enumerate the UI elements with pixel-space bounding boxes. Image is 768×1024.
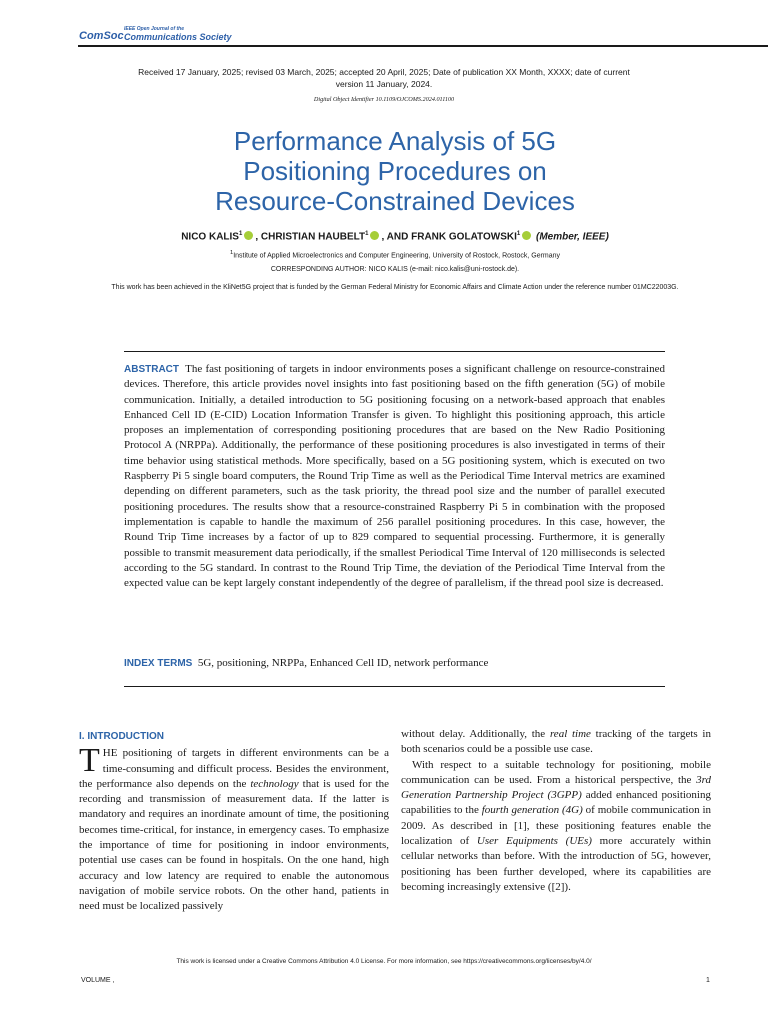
history-line-2: version 11 January, 2024. bbox=[335, 79, 433, 89]
comsoc-logo bbox=[78, 24, 124, 44]
corresponding-author: CORRESPONDING AUTHOR: NICO KALIS (e-mail: nico.kalis@uni-rostock.de). bbox=[270, 266, 520, 273]
funding-note: This work has been achieved in the KliNet5G project that is funded by the German Federal Ministry for Economic Affairs and Climate Action under the reference number 01MC22003G. bbox=[111, 284, 679, 291]
text-span: of mobile communication in 2009. As described in [1], these positioning features enable the localization of bbox=[401, 804, 711, 848]
affiliation-marker: 1 bbox=[365, 231, 369, 237]
intro-paragraph-2 bbox=[401, 758, 711, 896]
index-terms-label: INDEX TERMS bbox=[124, 658, 193, 669]
author-name: NICO KALIS bbox=[181, 231, 239, 243]
affiliation-marker: 1 bbox=[238, 231, 243, 237]
index-terms-text: 5G, positioning, NRPPa, Enhanced Cell ID, network performance bbox=[197, 657, 489, 669]
text-span: added enhanced positioning capabilities to the bbox=[401, 789, 711, 817]
right-column bbox=[401, 727, 711, 895]
title-line-2: Positioning Procedures on bbox=[243, 156, 547, 186]
volume-label: VOLUME , bbox=[81, 977, 115, 984]
author-list bbox=[78, 231, 712, 242]
text-span: that is used for the recording and transmission of measurement data. If the latter is mandatory and requires an inordinate amount of time, the positioning becomes time-critical, for instance, in emergency cases. To emphasize the importance of time for positioning in indoor environments, potential use cases can be found in hospitals. On the one hand, high accuracy and low latency are required to enable the autonomous navigation of mobile service robots. On the other hand, patients in need must be localized passively bbox=[79, 777, 389, 913]
author-separator: , AND bbox=[381, 231, 412, 243]
license-note: This work is licensed under a Creative Commons Attribution 4.0 License. For more information, see https://creativecommons.org/licenses/by/4.0/ bbox=[176, 958, 592, 965]
paper-title bbox=[78, 126, 712, 216]
abstract-top-rule bbox=[124, 351, 665, 352]
intro-paragraph-1-cont bbox=[401, 727, 711, 758]
orcid-icon[interactable] bbox=[244, 231, 253, 240]
intro-paragraph-1 bbox=[79, 742, 389, 914]
orcid-icon[interactable] bbox=[370, 231, 379, 240]
left-column bbox=[79, 729, 389, 915]
text-span: HE positioning of targets in different environments can be a time-consuming and difficult process. Besides the environment, the performance also depends on the bbox=[79, 747, 389, 790]
doi-line: Digital Object Identifier 10.1109/OJCOMS.2024.011100 bbox=[313, 96, 455, 103]
emphasis: real time bbox=[549, 728, 591, 740]
text-span: tracking of the targets in both scenarios could be a possible use case. bbox=[401, 728, 711, 756]
header-divider bbox=[78, 45, 768, 47]
publication-history bbox=[78, 66, 690, 90]
text-span: without delay. Additionally, the bbox=[401, 728, 550, 740]
drop-cap: T bbox=[79, 742, 100, 780]
orcid-icon[interactable] bbox=[522, 231, 531, 240]
section-heading: I. INTRODUCTION bbox=[79, 731, 164, 742]
index-terms bbox=[124, 657, 665, 669]
affiliation-marker: 1 bbox=[229, 250, 234, 256]
logo-brand: ComSoc bbox=[79, 30, 124, 42]
emphasis: 3rd Generation Partnership Project (3GPP) bbox=[401, 773, 711, 802]
text-span: more accurately within cellular networks than before. With the introduction of 5G, however, positioning has been further developed, where its capabilities are becoming increasingly extensive ([2]). bbox=[401, 835, 711, 893]
abstract-text: The fast positioning of targets in indoor environments poses a significant challenge on resource-constrained devices. Therefore, this article provides novel insights into fast positioning based on the fifth generation (5G) of mobile communication. Initially, a detailed introduction to 5G positioning focusing on a network-based approach that enables Enhanced Cell ID (E-CID) Location Information Transfer is given. To highlight this positioning approach, this article proposes an implementation of corresponding positioning procedures that are based on the New Radio Positioning Protocol A (NRPPa). Additionally, the performance of these positioning procedures is also investigated in terms of their time behavior using statistical methods. More specifically, based on a 5G positioning system, which is executed on two Raspberry Pi 5 single board computers, the Round Trip Time as well as the Periodical Time Interval metrics are examined depending on different parameters, such as the task priority, the thread pool size and the number of parallel executed positioning procedures. The results show that a resource-constrained Raspberry Pi 5 in combination with the proposed implementation is capable to handle the maximum of 256 parallel positioning procedures. In this case, however, the Round Trip Time increases by a factor of up to 829 compared to sequential processing. Furthermore, it is generally possible to transmit measurement data periodically, if the smallest Periodical Time Interval of 120 milliseconds is selected according to the 5G standard. In contrast to the Round Trip Time, the deviation of the Periodical Time Interval from the expected value can be kept largely constant independently of the degree of parallelism, if the thread pool size is decreased. bbox=[124, 363, 665, 590]
affiliation bbox=[78, 250, 712, 259]
author-name: FRANK GOLATOWSKI bbox=[411, 231, 517, 243]
emphasis: technology bbox=[250, 777, 299, 790]
emphasis: User Equipments (UEs) bbox=[476, 835, 592, 848]
journal-name: Communications Society bbox=[124, 32, 232, 42]
page-number: 1 bbox=[706, 977, 710, 984]
abstract-bottom-rule bbox=[124, 686, 665, 687]
affiliation-marker: 1 bbox=[516, 231, 521, 237]
abstract bbox=[124, 362, 665, 591]
author-separator: , bbox=[255, 231, 261, 243]
emphasis: fourth generation (4G) bbox=[481, 804, 583, 817]
member-tag: (Member, IEEE) bbox=[535, 231, 609, 243]
title-line-1: Performance Analysis of 5G bbox=[233, 126, 557, 156]
abstract-label: ABSTRACT bbox=[124, 364, 179, 375]
journal-name-small: IEEE Open Journal of the bbox=[124, 26, 185, 32]
title-line-3: Resource-Constrained Devices bbox=[215, 186, 575, 216]
author-name: CHRISTIAN HAUBELT bbox=[260, 231, 366, 243]
affiliation-text: Institute of Applied Microelectronics and Computer Engineering, University of Rostock, Rostock, Germany bbox=[233, 252, 561, 260]
history-line-1: Received 17 January, 2025; revised 03 March, 2025; accepted 20 April, 2025; Date of publication XX Month, XXXX; date of current bbox=[138, 67, 630, 77]
text-span: With respect to a suitable technology for positioning, mobile communication can be used. From a historical perspective, the bbox=[401, 758, 711, 786]
